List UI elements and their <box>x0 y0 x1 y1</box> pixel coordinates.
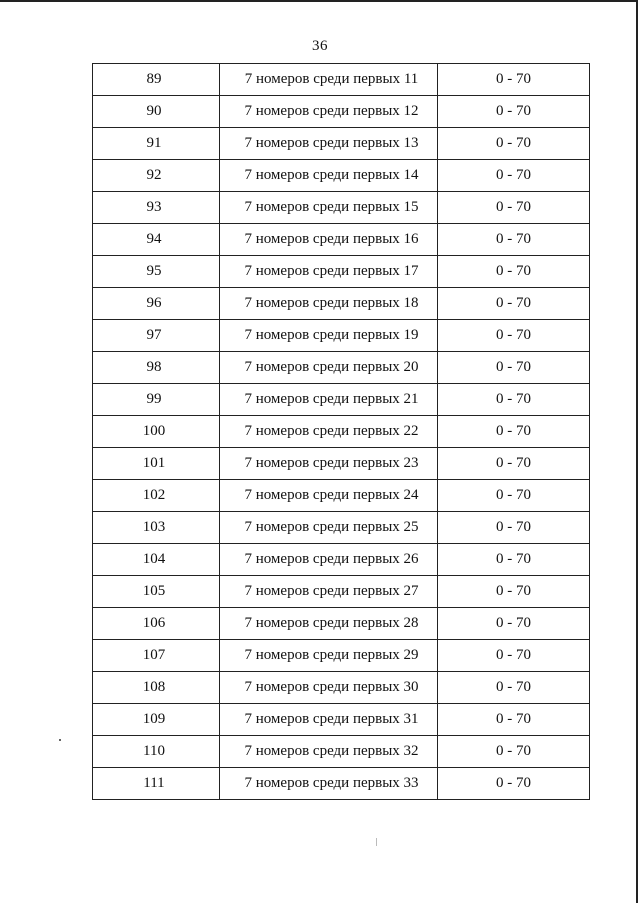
row-range-cell: 0 - 70 <box>438 448 590 480</box>
row-range-cell: 0 - 70 <box>438 288 590 320</box>
row-number-cell: 98 <box>93 352 220 384</box>
row-number-cell: 103 <box>93 512 220 544</box>
row-range-cell: 0 - 70 <box>438 224 590 256</box>
row-number-cell: 107 <box>93 640 220 672</box>
row-range-cell: 0 - 70 <box>438 576 590 608</box>
table-row <box>93 768 590 800</box>
table-row <box>93 608 590 640</box>
table-row <box>93 512 590 544</box>
table-row <box>93 224 590 256</box>
row-number-cell: 104 <box>93 544 220 576</box>
table-row <box>93 544 590 576</box>
row-description-cell: 7 номеров среди первых 32 <box>220 736 438 768</box>
row-number-cell: 106 <box>93 608 220 640</box>
row-description-cell: 7 номеров среди первых 27 <box>220 576 438 608</box>
table-row <box>93 96 590 128</box>
row-range-cell: 0 - 70 <box>438 352 590 384</box>
row-range-cell: 0 - 70 <box>438 736 590 768</box>
row-number-cell: 105 <box>93 576 220 608</box>
row-number-cell: 99 <box>93 384 220 416</box>
row-description-cell: 7 номеров среди первых 26 <box>220 544 438 576</box>
table-row <box>93 416 590 448</box>
row-number-cell: 95 <box>93 256 220 288</box>
row-description-cell: 7 номеров среди первых 30 <box>220 672 438 704</box>
row-description-cell: 7 номеров среди первых 19 <box>220 320 438 352</box>
row-description-cell: 7 номеров среди первых 20 <box>220 352 438 384</box>
row-range-cell: 0 - 70 <box>438 416 590 448</box>
table-body <box>93 64 590 800</box>
row-description-cell: 7 номеров среди первых 25 <box>220 512 438 544</box>
row-number-cell: 110 <box>93 736 220 768</box>
row-range-cell: 0 - 70 <box>438 640 590 672</box>
row-description-cell: 7 номеров среди первых 11 <box>220 64 438 96</box>
row-range-cell: 0 - 70 <box>438 320 590 352</box>
data-table <box>92 63 590 800</box>
row-number-cell: 93 <box>93 192 220 224</box>
row-range-cell: 0 - 70 <box>438 768 590 800</box>
row-description-cell: 7 номеров среди первых 14 <box>220 160 438 192</box>
row-description-cell: 7 номеров среди первых 29 <box>220 640 438 672</box>
row-description-cell: 7 номеров среди первых 16 <box>220 224 438 256</box>
table-row <box>93 128 590 160</box>
row-description-cell: 7 номеров среди первых 13 <box>220 128 438 160</box>
table-row <box>93 448 590 480</box>
row-range-cell: 0 - 70 <box>438 480 590 512</box>
row-range-cell: 0 - 70 <box>438 704 590 736</box>
table-row <box>93 64 590 96</box>
table-row <box>93 704 590 736</box>
row-number-cell: 100 <box>93 416 220 448</box>
table-row <box>93 480 590 512</box>
table-row <box>93 192 590 224</box>
row-description-cell: 7 номеров среди первых 23 <box>220 448 438 480</box>
row-description-cell: 7 номеров среди первых 28 <box>220 608 438 640</box>
row-description-cell: 7 номеров среди первых 18 <box>220 288 438 320</box>
table-row <box>93 320 590 352</box>
table-row <box>93 160 590 192</box>
row-description-cell: 7 номеров среди первых 15 <box>220 192 438 224</box>
table-row <box>93 736 590 768</box>
table-row <box>93 672 590 704</box>
row-number-cell: 111 <box>93 768 220 800</box>
row-number-cell: 101 <box>93 448 220 480</box>
row-number-cell: 96 <box>93 288 220 320</box>
row-description-cell: 7 номеров среди первых 17 <box>220 256 438 288</box>
row-description-cell: 7 номеров среди первых 21 <box>220 384 438 416</box>
table-row <box>93 352 590 384</box>
row-range-cell: 0 - 70 <box>438 512 590 544</box>
scan-mark <box>376 838 377 846</box>
row-number-cell: 89 <box>93 64 220 96</box>
table-row <box>93 256 590 288</box>
row-description-cell: 7 номеров среди первых 22 <box>220 416 438 448</box>
data-table-container <box>92 63 590 800</box>
table-row <box>93 640 590 672</box>
row-number-cell: 90 <box>93 96 220 128</box>
row-description-cell: 7 номеров среди первых 31 <box>220 704 438 736</box>
row-description-cell: 7 номеров среди первых 33 <box>220 768 438 800</box>
row-description-cell: 7 номеров среди первых 24 <box>220 480 438 512</box>
row-number-cell: 97 <box>93 320 220 352</box>
row-range-cell: 0 - 70 <box>438 672 590 704</box>
row-number-cell: 108 <box>93 672 220 704</box>
page-number: 36 <box>312 38 328 54</box>
row-range-cell: 0 - 70 <box>438 384 590 416</box>
row-range-cell: 0 - 70 <box>438 64 590 96</box>
scan-speck <box>59 739 61 741</box>
row-range-cell: 0 - 70 <box>438 544 590 576</box>
row-range-cell: 0 - 70 <box>438 608 590 640</box>
row-description-cell: 7 номеров среди первых 12 <box>220 96 438 128</box>
row-number-cell: 109 <box>93 704 220 736</box>
row-number-cell: 102 <box>93 480 220 512</box>
row-number-cell: 92 <box>93 160 220 192</box>
row-range-cell: 0 - 70 <box>438 160 590 192</box>
row-number-cell: 91 <box>93 128 220 160</box>
table-row <box>93 576 590 608</box>
row-range-cell: 0 - 70 <box>438 128 590 160</box>
row-range-cell: 0 - 70 <box>438 96 590 128</box>
row-range-cell: 0 - 70 <box>438 192 590 224</box>
table-row <box>93 288 590 320</box>
row-range-cell: 0 - 70 <box>438 256 590 288</box>
table-row <box>93 384 590 416</box>
row-number-cell: 94 <box>93 224 220 256</box>
